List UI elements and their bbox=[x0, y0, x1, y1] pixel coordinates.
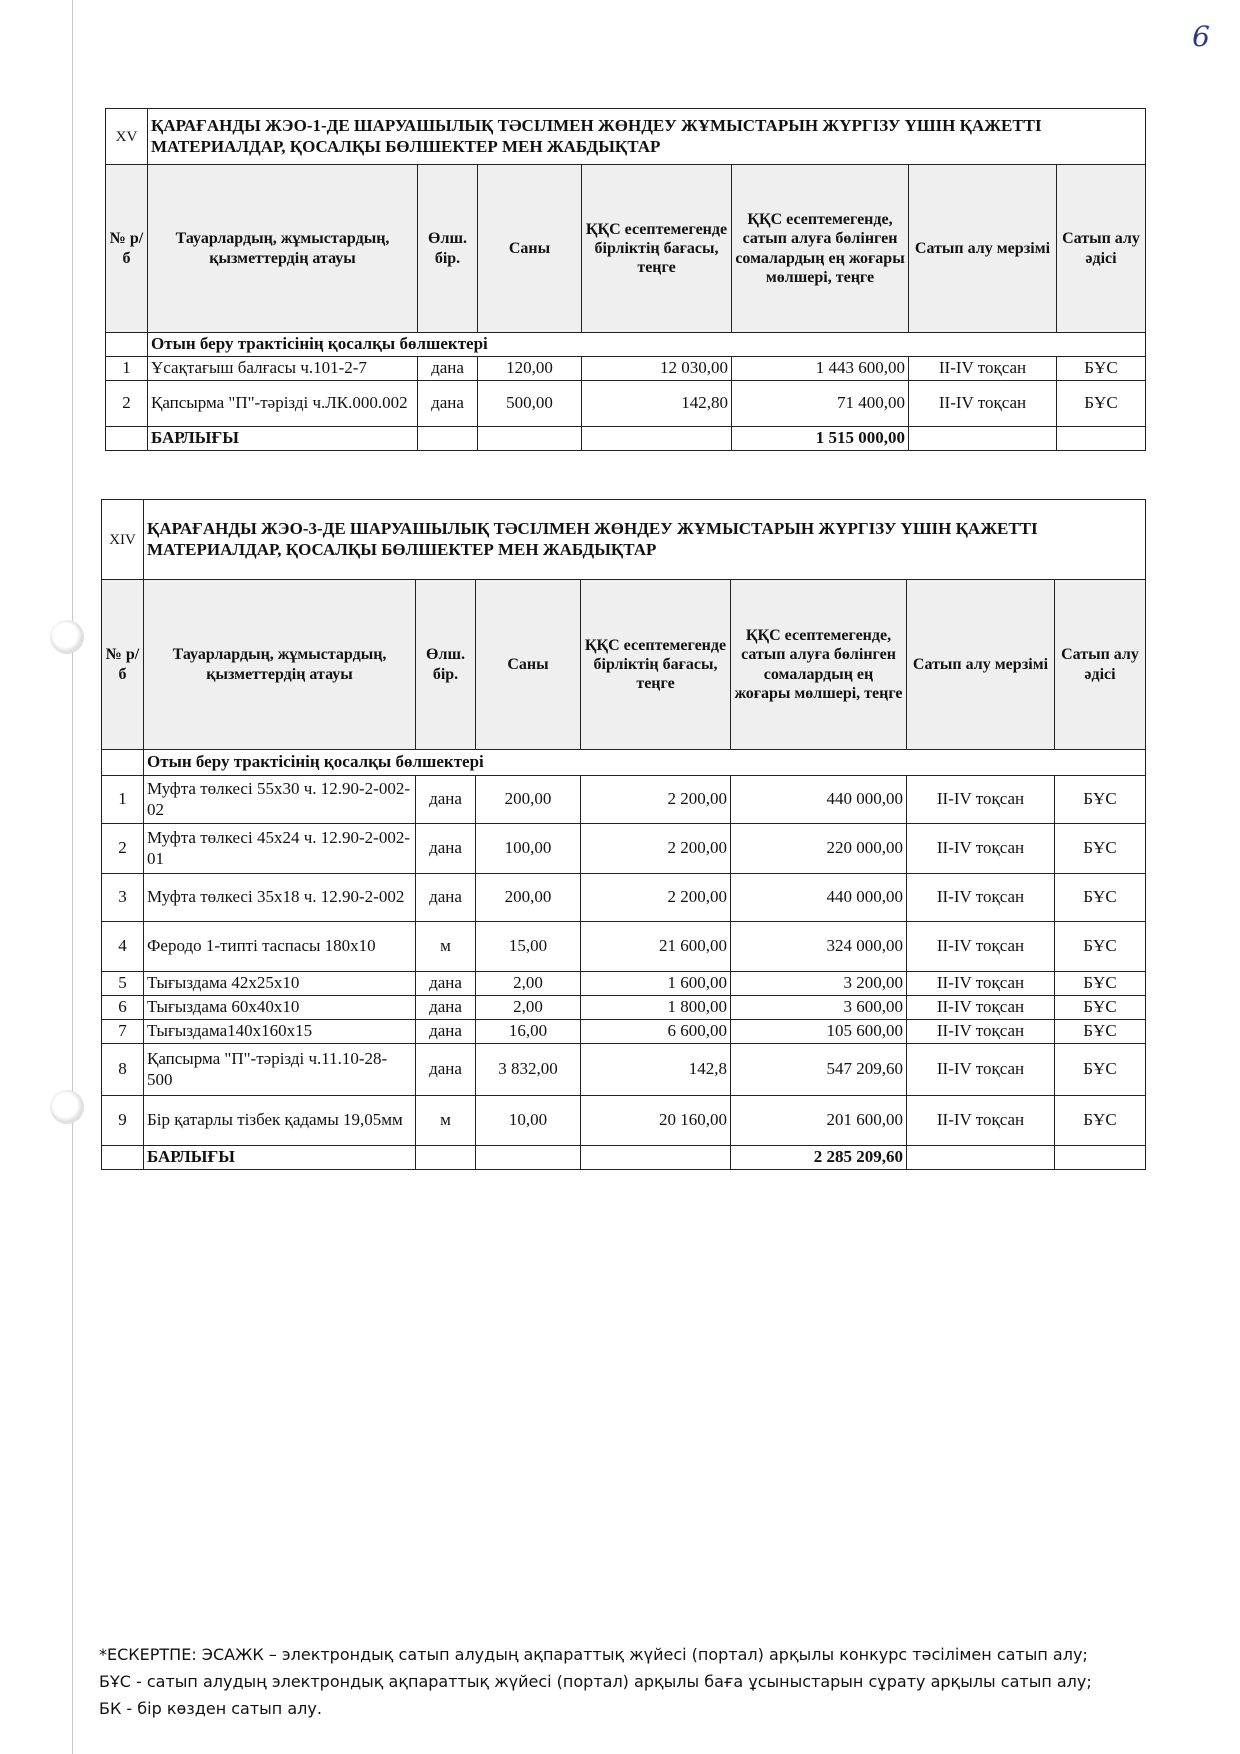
header-price: ҚҚС есептемегенде бірліктің бағасы, теңге bbox=[581, 580, 731, 750]
cell-no: 6 bbox=[102, 996, 144, 1020]
cell-unit: дана bbox=[416, 1044, 476, 1096]
table-row bbox=[102, 972, 1146, 996]
cell-unit: дана bbox=[418, 381, 478, 427]
cell-term: II-IV тоқсан bbox=[907, 1044, 1055, 1096]
cell-price: 21 600,00 bbox=[581, 922, 731, 972]
cell-unit: дана bbox=[416, 996, 476, 1020]
cell-price: 6 600,00 bbox=[581, 1020, 731, 1044]
cell-name: Муфта төлкесі 55х30 ч. 12.90-2-002-02 bbox=[144, 776, 416, 824]
total-amount: 2 285 209,60 bbox=[731, 1146, 907, 1170]
cell-price: 1 600,00 bbox=[581, 972, 731, 996]
header-amount: ҚҚС есептемегенде, сатып алуға бөлінген сомалардың ең жоғары мөлшері, теңге bbox=[732, 165, 909, 333]
table-row bbox=[102, 874, 1146, 922]
cell-unit: дана bbox=[416, 776, 476, 824]
cell-term: II-IV тоқсан bbox=[907, 1020, 1055, 1044]
cell-no: 1 bbox=[106, 357, 148, 381]
cell-price: 142,80 bbox=[582, 381, 732, 427]
table-row bbox=[102, 922, 1146, 972]
punch-hole bbox=[50, 1090, 84, 1124]
total-label: БАРЛЫҒЫ bbox=[144, 1146, 416, 1170]
header-method: Сатып алу әдісі bbox=[1057, 165, 1146, 333]
cell-term: II-IV тоқсан bbox=[907, 1096, 1055, 1146]
cell-amount: 324 000,00 bbox=[731, 922, 907, 972]
cell-no: 8 bbox=[102, 1044, 144, 1096]
header-name: Тауарлардың, жұмыстардың, қызметтердің атауы bbox=[148, 165, 418, 333]
cell-term: II-IV тоқсан bbox=[907, 776, 1055, 824]
total-row bbox=[102, 1146, 1146, 1170]
page-edge-line bbox=[72, 0, 73, 1754]
cell-term: II-IV тоқсан bbox=[907, 874, 1055, 922]
header-no: № р/б bbox=[102, 580, 144, 750]
cell-unit: дана bbox=[416, 1020, 476, 1044]
cell-no: 3 bbox=[102, 874, 144, 922]
table-row bbox=[102, 996, 1146, 1020]
section-table-xiv bbox=[101, 499, 1146, 1170]
cell-name: Тығыздама 60х40х10 bbox=[144, 996, 416, 1020]
cell-name: Ұсақтағыш балғасы ч.101-2-7 bbox=[148, 357, 418, 381]
cell-amount: 105 600,00 bbox=[731, 1020, 907, 1044]
table-row bbox=[102, 776, 1146, 824]
cell-price: 2 200,00 bbox=[581, 874, 731, 922]
cell-term: II-IV тоқсан bbox=[907, 972, 1055, 996]
section-number: XV bbox=[106, 109, 148, 165]
cell-name: Муфта төлкесі 35х18 ч. 12.90-2-002 bbox=[144, 874, 416, 922]
footnote-line: БК - бір көзден сатып алу. bbox=[99, 1699, 322, 1718]
cell-name: Қапсырма "П"-тәрізді ч.11.10-28-500 bbox=[144, 1044, 416, 1096]
cell-unit: дана bbox=[416, 824, 476, 874]
total-label: БАРЛЫҒЫ bbox=[148, 427, 418, 451]
section-title: ҚАРАҒАНДЫ ЖЭО-1-ДЕ ШАРУАШЫЛЫҚ ТӘСІЛМЕН ЖӨНДЕУ ЖҰМЫСТАРЫН ЖҮРГІЗУ ҮШІН ҚАЖЕТТІ МАТЕРИАЛДАР, ҚОСАЛҚЫ БӨЛШЕКТЕР МЕН ЖАБДЫҚТАР bbox=[148, 109, 1146, 165]
cell-term: II-IV тоқсан bbox=[909, 357, 1057, 381]
cell-name: Тығыздама 42х25х10 bbox=[144, 972, 416, 996]
cell-unit: м bbox=[416, 922, 476, 972]
cell-no: 5 bbox=[102, 972, 144, 996]
cell-unit: дана bbox=[416, 874, 476, 922]
cell-method: БҰС bbox=[1055, 776, 1146, 824]
cell-qty: 200,00 bbox=[476, 874, 581, 922]
cell-qty: 2,00 bbox=[476, 972, 581, 996]
cell-qty: 3 832,00 bbox=[476, 1044, 581, 1096]
cell-amount: 220 000,00 bbox=[731, 824, 907, 874]
header-unit: Өлш. бір. bbox=[416, 580, 476, 750]
cell-name: Қапсырма "П"-тәрізді ч.ЛК.000.002 bbox=[148, 381, 418, 427]
section-number: XIV bbox=[102, 500, 144, 580]
cell-method: БҰС bbox=[1055, 996, 1146, 1020]
header-qty: Саны bbox=[476, 580, 581, 750]
total-row bbox=[106, 427, 1146, 451]
cell-name: Муфта төлкесі 45х24 ч. 12.90-2-002-01 bbox=[144, 824, 416, 874]
table-row bbox=[106, 381, 1146, 427]
cell-term: II-IV тоқсан bbox=[907, 922, 1055, 972]
table-row bbox=[102, 1044, 1146, 1096]
total-amount: 1 515 000,00 bbox=[732, 427, 909, 451]
cell-method: БҰС bbox=[1055, 874, 1146, 922]
cell-price: 12 030,00 bbox=[582, 357, 732, 381]
cell-no: 4 bbox=[102, 922, 144, 972]
cell-qty: 15,00 bbox=[476, 922, 581, 972]
cell-amount: 71 400,00 bbox=[732, 381, 909, 427]
cell-method: БҰС bbox=[1055, 1096, 1146, 1146]
cell-amount: 440 000,00 bbox=[731, 874, 907, 922]
cell-term: II-IV тоқсан bbox=[909, 381, 1057, 427]
cell-amount: 440 000,00 bbox=[731, 776, 907, 824]
cell-qty: 200,00 bbox=[476, 776, 581, 824]
cell-qty: 10,00 bbox=[476, 1096, 581, 1146]
cell-name: Бір қатарлы тізбек қадамы 19,05мм bbox=[144, 1096, 416, 1146]
header-unit: Өлш. бір. bbox=[418, 165, 478, 333]
cell-name: Тығыздама140х160х15 bbox=[144, 1020, 416, 1044]
cell-unit: м bbox=[416, 1096, 476, 1146]
cell-method: БҰС bbox=[1055, 922, 1146, 972]
footnote bbox=[99, 1641, 1159, 1722]
cell-unit: дана bbox=[418, 357, 478, 381]
cell-amount: 3 200,00 bbox=[731, 972, 907, 996]
cell-amount: 547 209,60 bbox=[731, 1044, 907, 1096]
table-row bbox=[102, 1020, 1146, 1044]
header-term: Сатып алу мерзімі bbox=[907, 580, 1055, 750]
cell-no: 1 bbox=[102, 776, 144, 824]
cell-method: БҰС bbox=[1055, 824, 1146, 874]
cell-unit: дана bbox=[416, 972, 476, 996]
header-amount: ҚҚС есептемегенде, сатып алуға бөлінген сомалардың ең жоғары мөлшері, теңге bbox=[731, 580, 907, 750]
cell-method: БҰС bbox=[1057, 357, 1146, 381]
cell-price: 20 160,00 bbox=[581, 1096, 731, 1146]
cell-method: БҰС bbox=[1055, 1044, 1146, 1096]
cell-amount: 1 443 600,00 bbox=[732, 357, 909, 381]
table-row bbox=[106, 357, 1146, 381]
cell-no: 2 bbox=[102, 824, 144, 874]
cell-price: 142,8 bbox=[581, 1044, 731, 1096]
header-no: № р/б bbox=[106, 165, 148, 333]
cell-amount: 201 600,00 bbox=[731, 1096, 907, 1146]
section-table-xv bbox=[105, 108, 1146, 451]
cell-qty: 500,00 bbox=[478, 381, 582, 427]
cell-no: 2 bbox=[106, 381, 148, 427]
header-name: Тауарлардың, жұмыстардың, қызметтердің атауы bbox=[144, 580, 416, 750]
cell-method: БҰС bbox=[1055, 972, 1146, 996]
cell-price: 2 200,00 bbox=[581, 824, 731, 874]
cell-method: БҰС bbox=[1055, 1020, 1146, 1044]
page-number: 6 bbox=[1192, 20, 1210, 53]
cell-name: Феродо 1-типті таспасы 180х10 bbox=[144, 922, 416, 972]
cell-qty: 2,00 bbox=[476, 996, 581, 1020]
group-label: Отын беру трактісінің қосалқы бөлшектері bbox=[144, 750, 1146, 776]
cell-no: 9 bbox=[102, 1096, 144, 1146]
cell-qty: 16,00 bbox=[476, 1020, 581, 1044]
cell-qty: 120,00 bbox=[478, 357, 582, 381]
cell-amount: 3 600,00 bbox=[731, 996, 907, 1020]
group-label: Отын беру трактісінің қосалқы бөлшектері bbox=[148, 333, 1146, 357]
header-qty: Саны bbox=[478, 165, 582, 333]
header-method: Сатып алу әдісі bbox=[1055, 580, 1146, 750]
cell-no: 7 bbox=[102, 1020, 144, 1044]
cell-method: БҰС bbox=[1057, 381, 1146, 427]
header-price: ҚҚС есептемегенде бірліктің бағасы, теңге bbox=[582, 165, 732, 333]
table-row bbox=[102, 1096, 1146, 1146]
footnote-line: БҰС - сатып алудың электрондық ақпараттық жүйесі (портал) арқылы баға ұсыныстарын сұрату арқылы сатып алу; bbox=[99, 1672, 1092, 1691]
cell-term: II-IV тоқсан bbox=[907, 824, 1055, 874]
punch-hole bbox=[50, 620, 84, 654]
header-term: Сатып алу мерзімі bbox=[909, 165, 1057, 333]
cell-price: 1 800,00 bbox=[581, 996, 731, 1020]
footnote-line: *ЕСКЕРТПЕ: ЭСАЖК – электрондық сатып алудың ақпараттық жүйесі (портал) арқылы конкурс тәсілімен сатып алу; bbox=[99, 1645, 1088, 1664]
section-title: ҚАРАҒАНДЫ ЖЭО-3-ДЕ ШАРУАШЫЛЫҚ ТӘСІЛМЕН ЖӨНДЕУ ЖҰМЫСТАРЫН ЖҮРГІЗУ ҮШІН ҚАЖЕТТІ МАТЕРИАЛДАР, ҚОСАЛҚЫ БӨЛШЕКТЕР МЕН ЖАБДЫҚТАР bbox=[144, 500, 1146, 580]
cell-price: 2 200,00 bbox=[581, 776, 731, 824]
cell-qty: 100,00 bbox=[476, 824, 581, 874]
cell-term: II-IV тоқсан bbox=[907, 996, 1055, 1020]
table-row bbox=[102, 824, 1146, 874]
